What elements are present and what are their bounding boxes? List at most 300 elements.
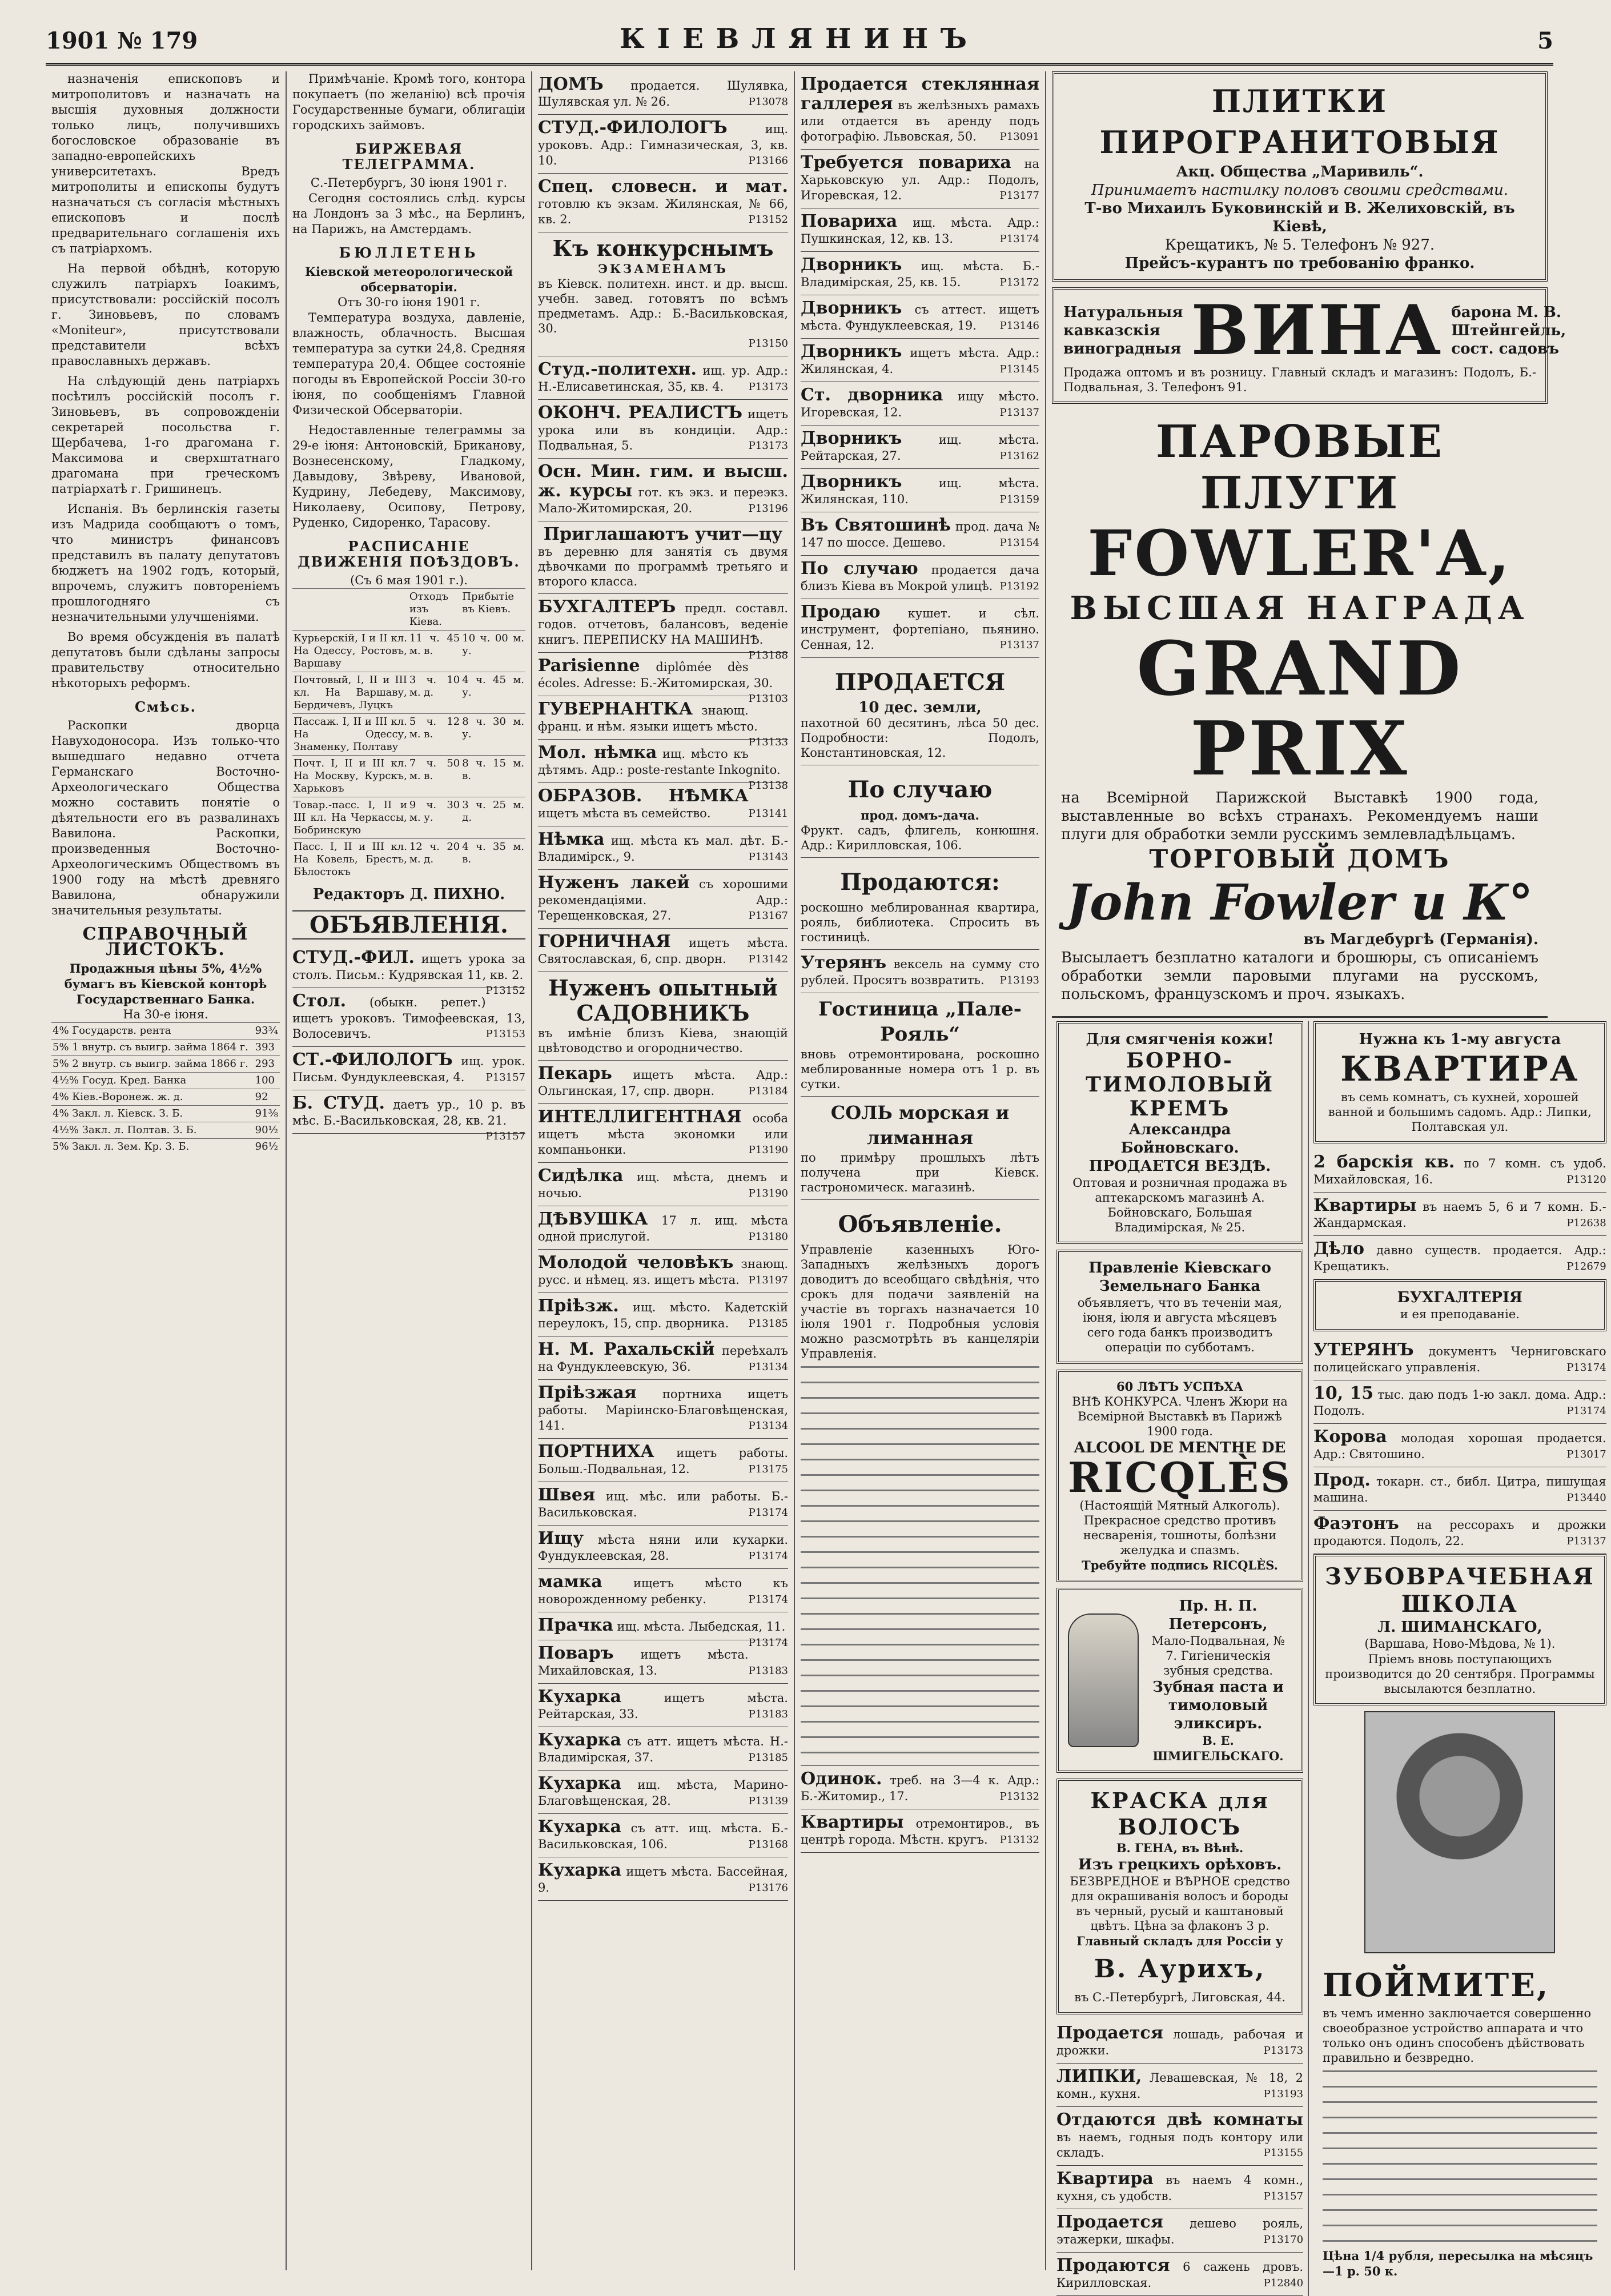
ad-title: Кухарка [538, 1687, 621, 1707]
ad-body: лошадь, рабочая и дрожки. [1056, 2028, 1304, 2057]
ad-title: ДѢВУШКА [538, 1209, 648, 1229]
apartment-wanted-ad [1313, 1021, 1606, 1143]
ad-code: Р13166 [748, 155, 788, 167]
ad-body: особа ищетъ мѣста экономки или компаньонки. [538, 1111, 788, 1157]
teacher-wanted-ad [538, 521, 788, 594]
ad-title: Квартиры [1313, 1195, 1417, 1215]
classified-ad [292, 1047, 525, 1090]
ad-subtitle: Изъ грецкихъ орѣховъ. [1078, 1856, 1282, 1873]
arrival-time: 4 ч. 45 м. у. [461, 672, 525, 714]
train-route: Товар.-пасс. I, II и III кл. На Черкассы, Бобринскую [292, 797, 408, 839]
ad-product: Зубная паста и тимоловый эликсиръ. [1152, 1679, 1284, 1732]
classified-ad [538, 1163, 788, 1206]
ad-body: знающ. франц. и нѣм. языки ищетъ мѣсто. [538, 704, 758, 733]
column-2 [286, 71, 531, 2270]
section-heading-spravochny: СПРАВОЧНЫЙ ЛИСТОКЪ. [82, 924, 249, 960]
classified-ad [538, 1380, 788, 1439]
departure-time: 9 ч. 30 м. у. [408, 797, 461, 839]
ad-code: Р13152 [485, 985, 525, 997]
table-row [51, 1106, 280, 1122]
notice-body-continued [801, 1361, 1039, 1761]
article-paragraph: Раскопки дворца Навуходоносора. Изъ только-что вышедшаго недавно отчета Германскаго Восточно-Археологическаго Общества можно составить понятіе о дѣятельности его въ развалинахъ Вавилона. Раскопки, произведенныя Восточно-Археологическимъ Обществомъ въ 1900 году на мѣстѣ древняго Вавилона, обнаружили значительныя результаты. [51, 718, 280, 917]
ad-title: Дѣло [1313, 1239, 1364, 1259]
ad-title: ПОРТНИХА [538, 1442, 654, 1462]
ad-body: ищетъ мѣста. Бассейная, 9. [538, 1865, 788, 1894]
ad-title: БУХГАЛТЕРЪ [538, 597, 676, 617]
classified-ad [1313, 1149, 1606, 1193]
ad-body: ищ. урок. Письм. Фундуклеевская, 4. [292, 1054, 525, 1084]
ad-body: (Настоящій Мятный Алкоголь). Прекрасное средство противъ несваренія, тошноты, болѣзни желудка и спазмъ. [1079, 1499, 1280, 1557]
ad-code: Р13174 [1566, 1405, 1606, 1417]
ad-title: ИНТЕЛЛИГЕНТНАЯ [538, 1107, 742, 1127]
ad-code: Р13155 [1263, 2147, 1304, 2159]
classified-ad [801, 339, 1039, 382]
ad-title: ОБРАЗОВ. НѢМКА [538, 786, 749, 806]
ad-code: Р13152 [748, 214, 788, 226]
ad-code: Р13153 [485, 1028, 525, 1040]
ad-code: Р13139 [748, 1795, 788, 1807]
departure-time: 12 ч. 20 м. д. [408, 839, 461, 881]
rate-value: 90½ [254, 1122, 280, 1139]
salt-ad [801, 1097, 1039, 1200]
classified-ad [538, 1727, 788, 1771]
rate-name: 5% Закл. л. Зем. Кр. 3. Б. [51, 1139, 254, 1155]
classified-ad [538, 174, 788, 232]
ad-store: Главный складъ для Россіи у [1076, 1934, 1283, 1948]
ad-code: Р13167 [748, 910, 788, 922]
classified-ad [801, 150, 1039, 208]
classified-ad [1056, 2209, 1303, 2253]
classified-ad [292, 945, 525, 997]
ad-code: Р13193 [999, 974, 1039, 986]
column-5 [1045, 71, 1606, 2290]
ad-title: Дворникъ [801, 472, 902, 492]
ad-code: Р13138 [748, 780, 788, 792]
ad-title: Кухарка [538, 1817, 621, 1837]
bulletin-date: Отъ 30-го іюня 1901 г. [338, 295, 480, 309]
ad-code: Р13017 [1566, 1448, 1606, 1460]
ad-title: Квартира [1056, 2169, 1154, 2189]
ad-title: Пріѣзж. [538, 1296, 619, 1316]
ad-code: Р13159 [999, 493, 1039, 505]
ad-title: Дворникъ [801, 255, 902, 275]
column-1 [46, 71, 286, 2270]
classified-ad [1056, 2064, 1303, 2107]
section-heading-bulletin: БЮЛЛЕТЕНЬ [339, 244, 479, 261]
ad-title: ПОЙМИТЕ, [1323, 1966, 1550, 2004]
ad-title: Прод. [1313, 1470, 1371, 1490]
ad-name: Л. ШИМАНСКАГО, [1377, 1619, 1542, 1636]
classified-ad [1313, 1424, 1606, 1467]
ad-body: Продажа оптомъ и въ розницу. Главный складъ и магазинъ: Подолъ, Б.-Подвальная, 3. Телефонъ 91. [1063, 366, 1536, 394]
ad-body: въ желѣзныхъ рамахъ или отдается въ аренду подъ фотографію. Львовская, 50. [801, 98, 1039, 143]
ad-title: СТУД.-ФИЛ. [292, 948, 415, 968]
table-row [51, 1089, 280, 1106]
departure-time: 11 ч. 45 м. в. [408, 631, 461, 672]
ad-code: Р13177 [999, 190, 1039, 202]
ad-code: Р13154 [999, 537, 1039, 549]
land-for-sale-ad [801, 658, 1039, 765]
ad-title: Дворникъ [801, 342, 902, 362]
classified-ad [801, 295, 1039, 339]
ad-body: продается. Шулявка, Шулявская ул. № 26. [538, 79, 788, 109]
ad-house: ТОРГОВЫЙ ДОМЪ [1149, 845, 1451, 874]
editor-signature: Редакторъ Д. ПИХНО. [312, 886, 505, 903]
classified-ad [1313, 1511, 1606, 1554]
ad-body: ищетъ мѣста. Михайловская, 13. [538, 1648, 749, 1677]
ad-maker: Александра Бойновскаго. [1120, 1121, 1239, 1157]
ad-code: Р13174 [748, 1507, 788, 1519]
ad-title: Нуженъ лакей [538, 873, 690, 893]
ad-body: предл. составл. годов. отчетовъ, балансовъ, веденіе книгъ. ПЕРЕПИСКУ НА МАШИНѢ. [538, 601, 788, 647]
ad-body: въ наемъ 5, 6 и 7 комн. Б.-Жандармская. [1313, 1200, 1606, 1230]
peterson-ad [1056, 1588, 1303, 1773]
ad-body: diplômée dès écoles. Adresse: Б.-Житомирская, 30. [538, 660, 773, 690]
article-paragraph: На первой обѣднѣ, которую служилъ патріархъ Іоакимъ, присутствовали: россійскій посолъ г. Зиновьевъ, по словамъ «Moniteur», присутствовали представители всѣхъ православныхъ державъ. [51, 262, 280, 368]
train-route: Почт. I, II и III кл. На Москву, Курскъ, Харьковъ [292, 756, 408, 797]
ad-body: пахотной 60 десятинъ, лѣса 50 дес. Подробности: Подолъ, Константиновская, 12. [801, 716, 1039, 760]
arrival-time: 8 ч. 30 м. у. [461, 714, 525, 756]
classified-ad [801, 382, 1039, 426]
ad-body: тыс. даю подъ 1-ю закл. дома. Адр.: Подолъ. [1313, 1388, 1606, 1418]
ad-head: Для смягченія кожи! [1086, 1031, 1274, 1048]
ad-body: въ имѣніе близъ Кіева, знающій цвѣтоводство и огородничество. [538, 1026, 788, 1055]
ad-subtitle: ЭКЗАМЕНАМЪ [598, 262, 728, 276]
classified-ad [538, 1482, 788, 1526]
section-heading-telegram: БИРЖЕВАЯ ТЕЛЕГРАММА. [342, 141, 476, 172]
ad-code: Р13143 [748, 851, 788, 863]
ad-title: Швея [538, 1485, 596, 1505]
rate-value: 96½ [254, 1139, 280, 1155]
ad-title: СТ.-ФИЛОЛОГЪ [292, 1050, 453, 1070]
ad-title: Объявленіе. [838, 1211, 1002, 1238]
ad-body: молодая хорошая продается. Адр.: Святошино. [1313, 1431, 1606, 1461]
ads-right-column [1308, 1021, 1611, 2296]
ad-body: ищ. мѣста, Марино-Благовѣщенская, 28. [538, 1778, 788, 1808]
ad-body: и ея преподаваніе. [1400, 1307, 1520, 1321]
classified-ad [801, 71, 1039, 150]
ad-title: Поваръ [538, 1643, 614, 1663]
ad-body: ищетъ мѣста. Адр.: Ольгинская, 17, спр. дворн. [538, 1068, 788, 1098]
ad-agent: В. Аурихъ, [1094, 1954, 1266, 1984]
ad-body: ищетъ мѣсто къ новорожденному ребенку. [538, 1576, 788, 1606]
ad-body: на Харьковскую ул. Адр.: Подолъ, Игоревская, 12. [801, 157, 1039, 202]
ad-title: Продается стеклянная галлерея [801, 74, 1039, 114]
ad-head: Нужна къ 1-му августа [1359, 1031, 1561, 1048]
ad-title: Пекарь [538, 1063, 612, 1083]
ad-title: Parisienne [538, 656, 640, 676]
ad-title: КРАСКА для ВОЛОСЪ [1090, 1788, 1269, 1840]
ad-title: Приглашаютъ учит—цу [543, 524, 783, 544]
ad-code: Р13173 [748, 381, 788, 393]
table-row [292, 631, 525, 672]
ad-title: Осн. Мин. гим. и высш. ж. курсы [538, 461, 788, 501]
ad-title: БОРНО-ТИМОЛОВЫЙ КРЕМЪ [1086, 1049, 1274, 1121]
ad-body: Мало-Подвальная, № 7. Гигіеническія зубныя средства. [1151, 1634, 1285, 1677]
ad-code: Р13196 [748, 503, 788, 515]
ad-title: Н. М. Рахальскій [538, 1339, 715, 1359]
rate-name: 4% Государств. рента [51, 1023, 254, 1039]
ad-title: Въ Святошинѣ [801, 515, 951, 535]
ad-code: Р13157 [485, 1130, 525, 1142]
ad-code: Р13091 [999, 131, 1039, 143]
rate-name: 4½% Закл. л. Полтав. З. Б. [51, 1122, 254, 1139]
bottle-illustration [1068, 1613, 1139, 1747]
ad-title: По случаю [847, 776, 993, 803]
table-row [292, 714, 525, 756]
ad-title: Требуется повариха [801, 152, 1011, 172]
ad-title: ОКОНЧ. РЕАЛИСТЪ [538, 403, 743, 423]
table-row [292, 797, 525, 839]
ad-body: прод. дача № 147 по шоссе. Дешево. [801, 520, 1040, 549]
classified-ad [801, 426, 1039, 469]
table-row [51, 1023, 280, 1039]
ad-title: Продается [1056, 2023, 1163, 2043]
table-row [292, 839, 525, 881]
train-route: Курьерскій, I и II кл. На Одессу, Ростовъ, Варшаву [292, 631, 408, 672]
ad-title: Пр. Н. П. Петерсонъ, [1168, 1597, 1268, 1633]
ad-code: Р13145 [999, 363, 1039, 375]
classified-ad [538, 870, 788, 929]
ad-body: въ деревню для занятія съ двумя дѣвочками по программѣ третьяго и второго класса. [538, 545, 788, 588]
ad-subtitle: прод. домъ-дача. [861, 808, 979, 822]
ad-line: Принимаетъ настилку половъ своими средствами. [1091, 182, 1509, 199]
table-row [292, 672, 525, 714]
classified-ad [538, 826, 788, 870]
ad-title: Продаю [801, 602, 881, 622]
classified-ad [538, 1061, 788, 1104]
rates-table [51, 1022, 280, 1155]
column-3 [531, 71, 794, 2270]
ad-title: Студ.-политехн. [538, 359, 697, 379]
ad-body: по примѣру прошлыхъ лѣтъ получена при Кіевск. гастрономическ. магазинѣ. [801, 1151, 1039, 1194]
ad-title: Правленіе Кіевскаго Земельнаго Банка [1088, 1259, 1271, 1295]
ad-city: въ С.-Петербургѣ, Лиговская, 44. [1074, 1990, 1285, 2004]
ad-title: Продается [1056, 2212, 1163, 2232]
fowler-plough-ad [1052, 410, 1548, 1010]
ad-title: 2 барскія кв. [1313, 1152, 1455, 1172]
article-paragraph: Во время обсужденія въ палатѣ депутатовъ были сдѣланы запросы правительству относительно нѣкоторыхъ реформъ. [51, 630, 280, 690]
article-paragraph: Сегодня состоялись слѣд. курсы на Лондонъ за 3 мѣс., на Берлинъ, на Парижъ, на Амстердамъ. [292, 191, 525, 236]
ad-left-text: Натуральныя кавказскія виноградныя [1063, 304, 1183, 358]
ads-left-column [1052, 1021, 1308, 2296]
departure-time: 5 ч. 12 м. в. [408, 714, 461, 756]
ad-body-continued [1323, 2065, 1597, 2248]
classified-ad [538, 115, 788, 174]
classified-ad [292, 1090, 525, 1142]
departure-time: 7 ч. 50 м. в. [408, 756, 461, 797]
classified-ad [538, 1684, 788, 1727]
ad-body: ищетъ мѣста. Рейтарская, 33. [538, 1691, 788, 1721]
ad-brand: RICQLÈS [1068, 1453, 1292, 1502]
classified-ad [1056, 2020, 1303, 2064]
ad-body: готовлю къ экзам. Жилянская, № 66, кв. 2. [538, 197, 788, 226]
divider [1052, 1016, 1548, 1018]
ad-body: даетъ ур., 10 р. въ мѣс. Б.-Васильковская, 28, кв. 21. [292, 1098, 525, 1127]
table-row [292, 756, 525, 797]
newspaper-title: КІЕВЛЯНИНЪ [619, 23, 979, 55]
ad-code: Р13173 [1263, 2045, 1304, 2057]
ad-address: (Варшава, Ново-Мѣдова, № 1). [1364, 1637, 1556, 1651]
ad-code: Р13132 [999, 1791, 1039, 1803]
ad-code: Р13176 [748, 1882, 788, 1894]
ad-line-2: FOWLER'A, [1087, 516, 1512, 590]
arrival-time: 4 ч. 35 м. в. [461, 839, 525, 881]
ad-code: Р13174 [748, 1550, 788, 1562]
section-heading-ads: ОБЪЯВЛЕНІЯ. [292, 910, 525, 940]
ad-body: ищ. мѣста, днемъ и ночью. [538, 1170, 788, 1200]
ad-top: 60 ЛѢТЪ УСПѢХА [1116, 1379, 1244, 1394]
ad-code: Р13183 [748, 1665, 788, 1677]
ad-right-text: барона М. В. Штейнгейль, сост. садовъ [1451, 304, 1566, 358]
rates-date: На 30-е іюня. [123, 1007, 208, 1021]
ad-big-word: ВИНА [1191, 290, 1444, 371]
classified-ad [801, 556, 1039, 599]
ad-line-4: GRAND PRIX [1136, 625, 1463, 792]
ad-body: ищетъ мѣста въ семейство. [538, 806, 711, 820]
classified-ad [538, 1336, 788, 1380]
ad-body: гот. къ экз. и переэкз. Мало-Житомирская, 20. [538, 485, 788, 515]
ad-title: СТУД.-ФИЛОЛОГЪ [538, 118, 728, 138]
column-header: Отходъ изъ Кіева. [408, 589, 461, 631]
ad-title: ЗУБОВРАЧЕБНАЯ ШКОЛА [1325, 1563, 1595, 1617]
ad-title: Гостиница „Пале-Рояль“ [818, 998, 1022, 1046]
classified-ad [538, 1526, 788, 1569]
ad-body: ищ. мѣста. Б.-Владимірская, 25, кв. 15. [801, 259, 1039, 289]
ad-code: Р13180 [748, 1231, 788, 1243]
ad-body: въ Кіевск. политехн. инст. и др. высш. учебн. завед. готовятъ по всѣмъ предметамъ. Адр.: Б.-Васильковская, 30. [538, 277, 788, 335]
classified-ad [538, 929, 788, 972]
classified-ad [801, 208, 1039, 252]
classified-ad [1056, 2253, 1303, 2296]
classified-ad [801, 1809, 1039, 1853]
ad-body: знающ. русс. и нѣмец. яз. ищетъ мѣста. [538, 1257, 788, 1287]
ad-title: Одинок. [801, 1769, 882, 1789]
ad-body: вексель на сумму сто рублей. Просятъ возвратить. [801, 957, 1039, 987]
ad-code: Р13141 [748, 808, 788, 820]
ad-firm-name: John Fowler и К° [1066, 874, 1533, 932]
ad-title: Нѣмка [538, 829, 605, 849]
ad-code: Р13185 [748, 1752, 788, 1764]
ad-body: ищ. ур. Адр.: Н.-Елисаветинская, 35, кв. 4. [538, 364, 788, 394]
ad-code: Р13146 [999, 320, 1039, 332]
column-header [292, 589, 408, 631]
rate-value: 91⅜ [254, 1106, 280, 1122]
rate-value: 93¾ [254, 1023, 280, 1039]
ad-body: токарн. ст., библ. Цитра, пишущая машина. [1313, 1475, 1606, 1504]
ad-body: Фрукт. садъ, флигель, конюшня. Адр.: Кирилловская, 106. [801, 824, 1039, 852]
ad-title: ПЛИТКИ ПИРОГРАНИТОВЫЯ [1099, 83, 1500, 160]
classified-ad [801, 252, 1039, 295]
ad-title: Продаются [1056, 2255, 1170, 2275]
ad-title: мамка [538, 1572, 602, 1592]
ad-code: Р13188 [748, 649, 788, 661]
dacha-for-sale-ad [801, 765, 1039, 858]
ad-title: По случаю [801, 559, 918, 579]
ad-code: Р13197 [748, 1274, 788, 1286]
ad-subtitle: Акц. Общества „Маривиль“. [1176, 163, 1424, 180]
ad-code: Р13440 [1566, 1492, 1606, 1504]
classified-ad [538, 1569, 788, 1612]
train-schedule-table [292, 588, 525, 880]
ad-maker: В. ГЕНА, въ Вѣнѣ. [1116, 1841, 1244, 1855]
telegram-date: С.-Петербургъ, 30 іюня 1901 г. [310, 176, 508, 190]
train-route: Пассаж. I, II и III кл. На Одессу, Знаменку, Полтаву [292, 714, 408, 756]
ad-code: Р13174 [748, 1593, 788, 1605]
classified-ad [538, 1250, 788, 1293]
arrival-time: 8 ч. 15 м. в. [461, 756, 525, 797]
schedule-subtitle: (Съ 6 мая 1901 г.). [350, 573, 468, 587]
ad-subtitle: ПРОДАЕТСЯ ВЕЗДѢ. [1088, 1158, 1271, 1175]
classified-ad [801, 512, 1039, 556]
bulletin-subtitle: Кіевской метеорологической обсерваторіи. [304, 264, 513, 294]
ad-code: Р13150 [748, 338, 788, 350]
rates-subtitle: Продажныя цѣны 5%, 4½% бумагъ въ Кіевской конторѣ Государственнаго Банка. [64, 961, 267, 1006]
ad-code: Р12679 [1566, 1261, 1606, 1273]
classified-ad [1313, 1236, 1606, 1279]
ad-body: съ атт. ищ. мѣста. Б.-Васильковская, 106. [538, 1821, 788, 1851]
page-number: 5 [1537, 27, 1553, 54]
ad-code: Р13162 [999, 450, 1039, 462]
ad-body: треб. на 3—4 к. Адр.: Б.-Житомир., 17. [801, 1773, 1039, 1803]
article-paragraph: На слѣдующій день патріархъ посѣтилъ россійскій посолъ г. Зиновьевъ, въ сопровожденіи секретарей посольства г. Щербачева, 1-го драгомана г. Максимова и сверхштатнаго драгомана при греческомъ патріархатѣ г. Гришинецъ. [51, 374, 280, 496]
ad-code: Р13175 [748, 1463, 788, 1475]
column-4 [794, 71, 1045, 2270]
classified-ad [801, 599, 1039, 658]
rate-value: 393 [254, 1039, 280, 1056]
ad-address: Крещатикъ, № 5. Телефонъ № 927. [1164, 236, 1435, 254]
ad-code: Р13157 [485, 1071, 525, 1083]
article-paragraph: назначенія епископовъ и митрополитовъ и назначать на высшія духовныя должности только лицъ, получившихъ богословское образованіе въ западно-европейскихъ университетахъ. Вредъ митрополиты и епископы будутъ назначаться съ согласія мѣстныхъ епископовъ и послѣ предварительнаго соглашенія ихъ съ патріархомъ. [51, 72, 280, 255]
ad-title: Продаются: [840, 869, 1000, 896]
ad-body: съ хорошими рекомендаціями. Адр.: Терещенковская, 27. [538, 877, 788, 922]
ad-title: КВАРТИРА [1340, 1049, 1580, 1089]
ad-body: съ атт. ищетъ мѣста. Н.-Владимірская, 37. [538, 1735, 788, 1764]
ad-body: ищетъ урока за столъ. Письм.: Кудрявская 11, кв. 2. [292, 952, 525, 982]
ad-body: въ чемъ именно заключается совершенно своеобразное устройство аппарата и что только онъ одинъ способенъ дѣйствовать правильно и безвредно. [1323, 2006, 1592, 2065]
rate-name: 5% 1 внутр. съ выигр. займа 1864 г. [51, 1039, 254, 1056]
classified-ad [538, 400, 788, 459]
train-route: Почтовый, I, II и III кл. На Варшаву, Бердичевъ, Луцкъ [292, 672, 408, 714]
ad-body: БЕЗВРЕДНОЕ и ВѢРНОЕ средство для окрашиванія волосъ и бороды въ черный, русый и каштановый цвѣтъ. Цѣна за флаконъ 3 р. [1070, 1874, 1290, 1933]
ad-body: ищ. мѣсто. Кадетскій переулокъ, 15, спр. дворника. [538, 1300, 788, 1330]
ad-title: ЛИПКИ, [1056, 2066, 1142, 2086]
ad-title: Б. СТУД. [292, 1093, 385, 1113]
ad-body: портниха ищетъ работы. Марiинско-Благовѣщенская, 141. [538, 1387, 788, 1432]
ad-code: Р13173 [748, 440, 788, 452]
ad-body: въ наемъ 4 комн., кухня, съ удобств. [1056, 2173, 1304, 2203]
ad-body: 17 л. ищ. мѣста одной прислугой. [538, 1214, 788, 1243]
ad-body: ищетъ мѣста. Адр.: Жилянская, 4. [801, 346, 1039, 376]
classified-ad [538, 356, 788, 400]
ad-line-3: ВЫСШАЯ НАГРАДА [1070, 589, 1530, 627]
rate-name: 4½% Госуд. Кред. Банка [51, 1073, 254, 1089]
ad-code: Р13184 [748, 1085, 788, 1097]
classified-ad [538, 1206, 788, 1250]
ad-code: Р13170 [1263, 2234, 1304, 2246]
table-row [51, 1039, 280, 1056]
ad-body: 6 сажень дровъ. Кирилловская. [1056, 2260, 1304, 2290]
table-header-row [292, 589, 525, 631]
ad-code: Р13137 [1566, 1535, 1606, 1547]
article-paragraph: Температура воздуха, давленіе, влажность, облачность. Высшая температура за сутки 24,8. Средняя температура 20,4. Общее состояніе погоды въ Европейской Россіи 30-го іюня, по сообщеніямъ Главной Физической Обсерваторіи. [292, 311, 525, 417]
ad-code: Р13103 [748, 693, 788, 705]
ad-code: Р13133 [748, 736, 788, 748]
table-row [51, 1139, 280, 1155]
classified-ad [538, 1771, 788, 1814]
ad-body: роскошно меблированная квартира, рояль, библиотека. Спросить въ гостиницѣ. [801, 901, 1039, 944]
ad-code: Р13120 [1566, 1174, 1606, 1186]
